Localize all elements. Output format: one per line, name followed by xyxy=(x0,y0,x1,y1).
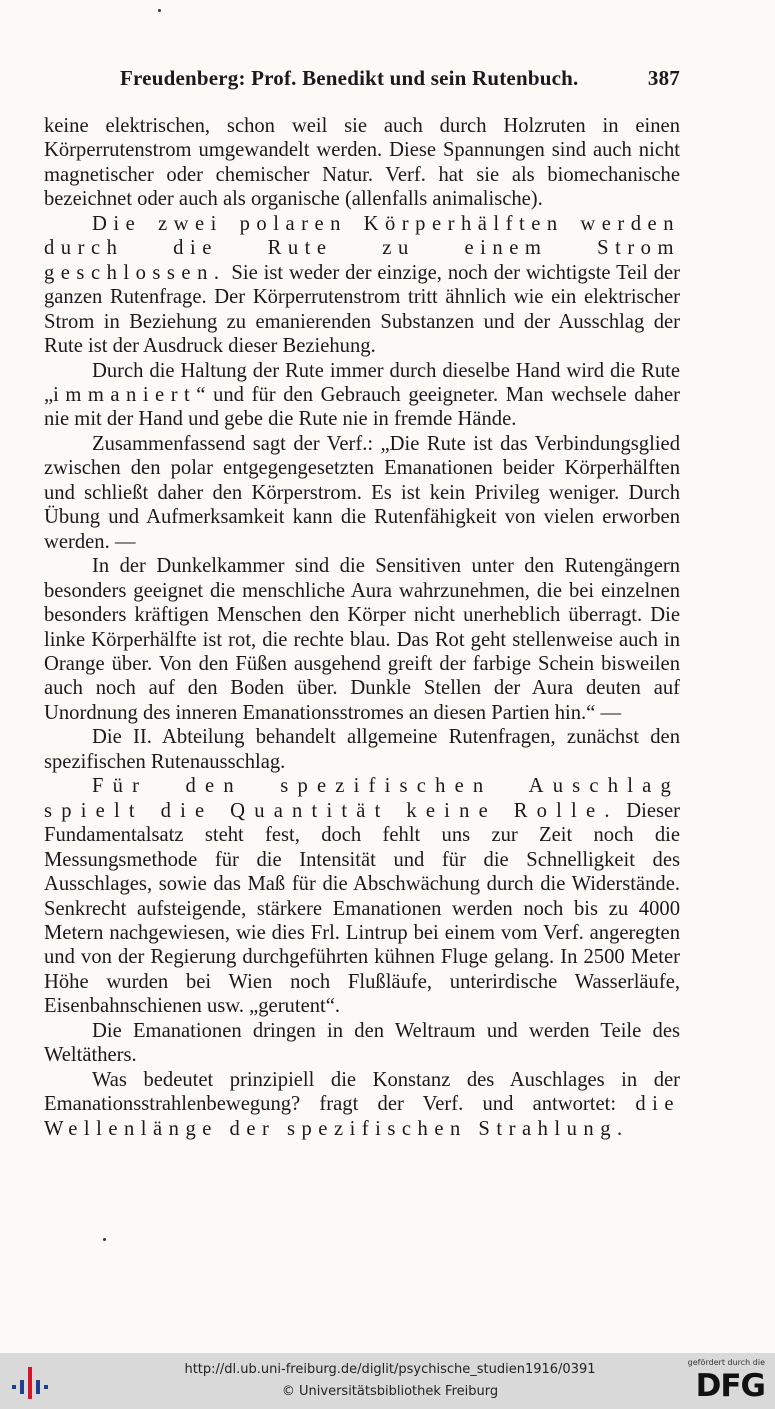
paragraph-3-end: “ und für den Gebrauch geeigneter. Man wechsele daher nie mit der Hand und gebe die Rute nie in fremde Hände. xyxy=(44,383,680,431)
paragraph-7 xyxy=(44,774,680,1019)
page-number: 387 xyxy=(647,66,680,90)
paragraph-9 xyxy=(44,1068,680,1141)
logo-bar xyxy=(28,1367,32,1399)
scan-speck xyxy=(158,9,161,12)
logo-bar xyxy=(12,1385,16,1389)
paragraph-9-start: Was bedeutet prinzipiell die Konstanz des Auschlages in der Emanationsstrahlenbewegung? fragt der Verf. und antwortet: xyxy=(44,1068,680,1116)
paragraph-1: keine elektrischen, schon weil sie auch durch Holzruten in einen Körperrutenstrom umgewandelt werden. Diese Spannungen sind auch nicht magnetischer oder chemischer Natur. Verf. hat sie als biomechanische bezeichnet oder auch als organische (allenfalls animalische). xyxy=(44,115,680,211)
logo-bar xyxy=(44,1385,48,1389)
paragraph-5: In der Dunkelkammer sind die Sensitiven unter den Rutengängern besonders geeignet die menschliche Aura wahrzunehmen, die bei einzelnen besonders kräftigen Menschen den Körper nicht unerheblich überragt. Die linke Körperhälfte ist rot, die rechte blau. Das Rot geht stellenweise auch in Orange über. Von den Füßen ausgehend greift der farbige Schein bisweilen auch noch auf den Boden über. Dunkle Stellen der Aura deuten auf Unordnung des inneren Emanationsstromes an diesen Partien hin.“ — xyxy=(44,555,680,724)
running-head xyxy=(120,66,680,91)
paragraph-7-rest: Dieser Fundamentalsatz steht fest, doch fehlt uns zur Zeit noch die Messungsmethode für die Intensität und für die Schnelligkeit des Ausschlages, sowie das Maß für die Abschwächung durch die Widerstände. Senkrecht aufsteigende, stärkere Emanationen werden noch bis zu 4000 Metern nachgewiesen, wie dies Frl. Lintrup bei einem vom Verf. angeregten und von der Regierung durchgeführten kühnen Fluge gelang. In 2500 Meter Höhe wurden bei Wien noch Flußläufe, unterirdische Wasserläufe, Eisenbahnschienen usw. „gerutent“. xyxy=(44,799,680,1018)
footer-bar xyxy=(0,1353,775,1409)
emphasis-spaced: die Wellenlänge der spezifischen Strahlung. xyxy=(44,1093,680,1140)
paragraph-3-start: Durch die Haltung der Rute immer durch dieselbe Hand wird die Rute „ xyxy=(44,359,680,406)
emphasis-spaced: Für den spezifischen Auschlag spielt die Quantität keine Rolle. xyxy=(44,775,680,822)
text-body xyxy=(44,114,680,1141)
logo-bar xyxy=(36,1380,40,1394)
dfg-caption: gefördert durch die xyxy=(687,1358,765,1367)
running-title: Freudenberg: Prof. Benedikt und sein Rutenbuch. xyxy=(120,66,579,90)
paragraph-3 xyxy=(44,359,680,432)
paragraph-2-rest: Sie ist weder der einzige, noch der wichtigste Teil der ganzen Rutenfrage. Der Körperrutenstrom tritt ähnlich wie ein elektrischer Strom in Beziehung zu emanierenden Substanzen und der Ausschlag der Rute ist der Ausdruck dieser Beziehung. xyxy=(44,261,680,358)
emphasis-spaced: Die zwei polaren Körperhälften werden durch die Rute zu einem Strom geschlossen. xyxy=(44,212,680,284)
source-url-link[interactable]: http://dl.ub.uni-freiburg.de/diglit/psychische_studien1916/0391 xyxy=(184,1362,596,1377)
paragraph-4: Zusammenfassend sagt der Verf.: „Die Rute ist das Verbindungsglied zwischen den polar entgegengesetzten Emanationen beider Körperhälften und schließt daher den Körperstrom. Es ist kein Privileg weniger. Durch Übung und Aufmerksamkeit kann die Rutenfähigkeit von vielen erworben werden. — xyxy=(44,432,680,553)
paragraph-6: Die II. Abteilung behandelt allgemeine Rutenfragen, zunächst den spezifischen Rutenausschlag. xyxy=(44,726,680,773)
copyright-notice: © Universitätsbibliothek Freiburg xyxy=(281,1384,499,1399)
paragraph-8: Die Emanationen dringen in den Weltraum und werden Teile des Weltäthers. xyxy=(44,1019,680,1067)
scan-speck xyxy=(103,1238,106,1241)
ub-freiburg-logo[interactable] xyxy=(10,1363,50,1401)
emphasis-spaced: immaniert xyxy=(53,383,197,406)
dfg-logo[interactable]: DFG xyxy=(695,1368,765,1404)
paragraph-2 xyxy=(44,212,680,359)
logo-bar xyxy=(20,1380,24,1394)
